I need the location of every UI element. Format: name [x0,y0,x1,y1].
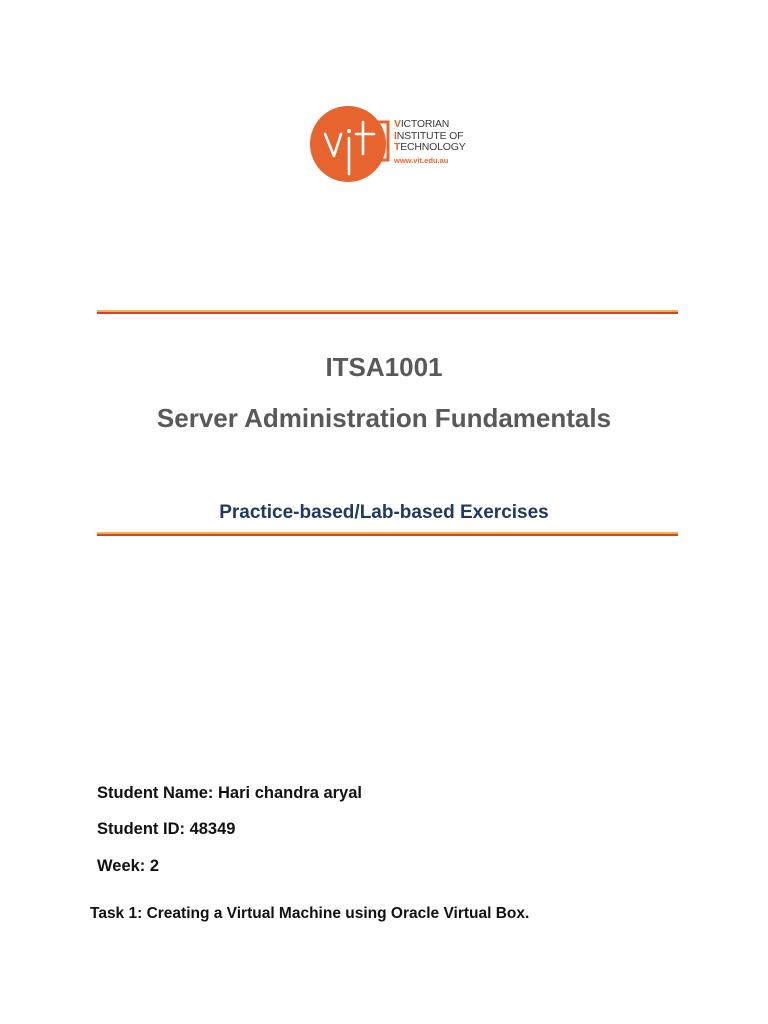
task-heading: Task 1: Creating a Virtual Machine using Oracle Virtual Box. [90,905,530,922]
logo-line-2: INSTITUTE OF [394,129,464,142]
course-code: ITSA1001 [325,352,443,382]
course-name: Server Administration Fundamentals [156,403,612,433]
document-subtitle: Practice-based/Lab-based Exercises [219,502,549,523]
vit-logo-mark-icon [308,104,392,184]
bottom-divider-rule [97,532,678,536]
vit-logo [308,104,478,186]
logo-wordmark [394,119,484,165]
logo-line-3: TECHNOLOGY [394,141,466,153]
student-name: Student Name: Hari chandra aryal [97,784,362,802]
student-id: Student ID: 48349 [97,820,236,838]
week-number: Week: 2 [97,857,160,875]
top-divider-rule [97,310,678,314]
logo-line-1: VICTORIAN [394,118,450,130]
logo-url: www.vit.edu.au [394,155,449,165]
